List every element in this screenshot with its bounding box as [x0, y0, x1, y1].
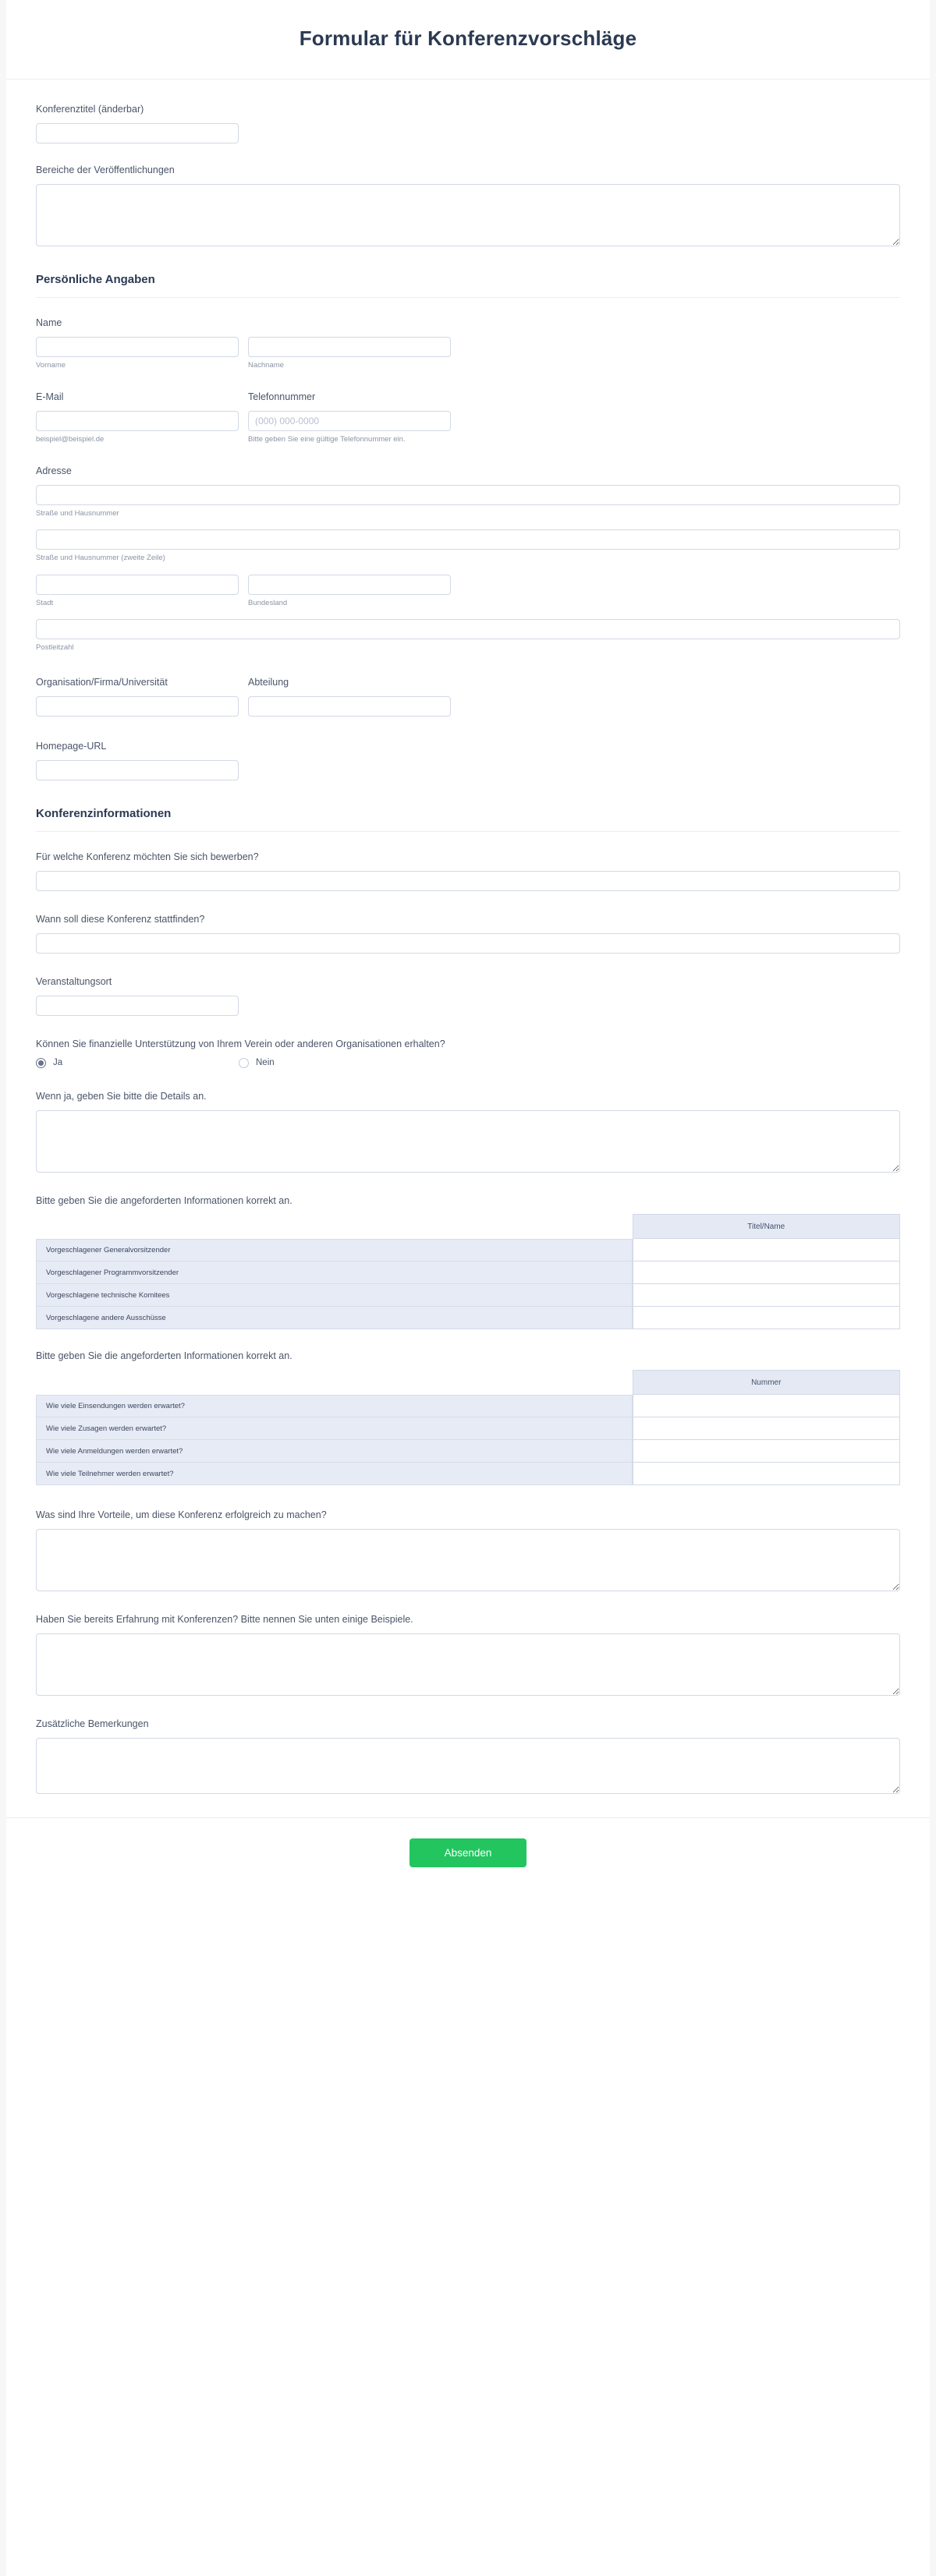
radio-selected-icon[interactable] — [36, 1058, 46, 1068]
matrix-numbers-row-label: Wie viele Anmeldungen werden erwartet? — [36, 1440, 633, 1463]
when-label: Wann soll diese Konferenz stattfinden? — [36, 914, 205, 925]
section-conference-title: Konferenzinformationen — [36, 807, 172, 821]
matrix-people-row-cell[interactable] — [633, 1284, 900, 1307]
matrix-numbers-row-label: Wie viele Zusagen werden erwartet? — [36, 1417, 633, 1440]
field-homepage — [36, 740, 900, 780]
matrix-people-header-row — [36, 1214, 900, 1239]
address-street2-group — [36, 529, 900, 563]
matrix-people-label: Bitte geben Sie die angeforderten Informationen korrekt an. — [36, 1194, 292, 1206]
form-body — [6, 80, 930, 1794]
publication-areas-label: Bereiche der Veröffentlichungen — [36, 164, 175, 175]
matrix-numbers-input[interactable] — [633, 1395, 899, 1417]
email-phone-row — [36, 411, 900, 444]
organisation-input[interactable] — [36, 696, 239, 717]
field-which-conference — [36, 851, 900, 891]
matrix-numbers-row-cell[interactable] — [633, 1440, 900, 1463]
homepage-label: Homepage-URL — [36, 741, 107, 752]
remarks-label: Zusätzliche Bemerkungen — [36, 1718, 149, 1730]
field-funding — [36, 1038, 900, 1068]
homepage-input[interactable] — [36, 760, 239, 780]
radio-unselected-icon[interactable] — [239, 1058, 249, 1068]
matrix-numbers-row-cell[interactable] — [633, 1417, 900, 1440]
address-city-state-row — [36, 575, 900, 608]
matrix-people-input[interactable] — [633, 1261, 899, 1283]
venue-input[interactable] — [36, 996, 239, 1016]
field-conference-title — [36, 103, 900, 143]
matrix-numbers-header-row — [36, 1370, 900, 1395]
funding-option-nein[interactable] — [239, 1058, 441, 1068]
address-state-sublabel: Bundesland — [248, 598, 288, 607]
address-zip-input[interactable] — [36, 619, 900, 639]
email-phone-labels — [36, 391, 900, 411]
funding-details-label: Wenn ja, geben Sie bitte die Details an. — [36, 1090, 207, 1102]
last-name-input[interactable] — [248, 337, 451, 357]
organisation-label: Organisation/Firma/Universität — [36, 677, 168, 688]
last-name-sublabel: Nachname — [248, 360, 284, 370]
address-street2-input[interactable] — [36, 529, 900, 550]
section-conference-body — [36, 832, 900, 1794]
name-row — [36, 337, 900, 370]
address-zip-group — [36, 619, 900, 653]
matrix-numbers-row-cell[interactable] — [633, 1463, 900, 1485]
matrix-people-row-cell[interactable] — [633, 1307, 900, 1329]
table-row — [36, 1261, 900, 1284]
matrix-people-input[interactable] — [633, 1307, 899, 1329]
field-when — [36, 913, 900, 954]
matrix-numbers-table — [36, 1370, 900, 1485]
matrix-people-input[interactable] — [633, 1284, 899, 1306]
advantages-textarea[interactable] — [36, 1529, 900, 1591]
table-row — [36, 1463, 900, 1485]
last-name-group — [248, 337, 451, 370]
matrix-numbers-column-header: Nummer — [633, 1370, 900, 1395]
field-organisation-department — [36, 676, 900, 717]
email-input[interactable] — [36, 411, 239, 431]
matrix-people-row-cell[interactable] — [633, 1239, 900, 1261]
field-name — [36, 317, 900, 370]
funding-option-nein-label: Nein — [256, 1058, 275, 1068]
matrix-numbers-row-cell[interactable] — [633, 1395, 900, 1417]
organisation-label-group — [36, 676, 239, 696]
table-row — [36, 1284, 900, 1307]
matrix-people-row-label: Vorgeschlagener Programmvorsitzender — [36, 1261, 633, 1284]
remarks-textarea[interactable] — [36, 1738, 900, 1794]
matrix-numbers-row-label: Wie viele Teilnehmer werden erwartet? — [36, 1463, 633, 1485]
name-label: Name — [36, 317, 62, 328]
email-label: E-Mail — [36, 391, 64, 402]
address-city-group — [36, 575, 239, 608]
form-footer — [6, 1817, 930, 1894]
email-group — [36, 411, 239, 444]
org-dept-labels — [36, 676, 900, 696]
form-header — [6, 0, 930, 80]
address-zip-sublabel: Postleitzahl — [36, 643, 74, 653]
matrix-people-table — [36, 1214, 900, 1329]
matrix-numbers-input[interactable] — [633, 1440, 899, 1462]
field-email-phone — [36, 391, 900, 444]
matrix-numbers-label: Bitte geben Sie die angeforderten Informationen korrekt an. — [36, 1350, 292, 1362]
org-dept-row — [36, 696, 900, 717]
organisation-group — [36, 696, 239, 717]
venue-label: Veranstaltungsort — [36, 975, 112, 987]
field-matrix-people — [36, 1194, 900, 1330]
phone-label-group — [248, 391, 451, 411]
field-funding-details — [36, 1090, 900, 1173]
form-card — [6, 0, 930, 2576]
matrix-people-row-label: Vorgeschlagene andere Ausschüsse — [36, 1307, 633, 1329]
address-label: Adresse — [36, 465, 72, 477]
funding-option-ja-label: Ja — [53, 1058, 63, 1068]
email-sublabel: beispiel@beispiel.de — [36, 434, 105, 444]
field-matrix-numbers — [36, 1350, 900, 1485]
matrix-numbers-body — [36, 1395, 900, 1485]
funding-option-ja[interactable] — [36, 1058, 239, 1068]
matrix-people-input[interactable] — [633, 1239, 899, 1261]
department-label-group — [248, 676, 451, 696]
matrix-numbers-corner — [36, 1370, 633, 1395]
phone-sublabel: Bitte geben Sie eine gültige Telefonnummer ein. — [248, 434, 406, 444]
publication-areas-textarea[interactable] — [36, 184, 900, 246]
matrix-people-row-cell[interactable] — [633, 1261, 900, 1284]
table-row — [36, 1440, 900, 1463]
submit-button[interactable]: Absenden — [410, 1838, 526, 1867]
field-advantages — [36, 1509, 900, 1591]
experience-textarea[interactable] — [36, 1633, 900, 1696]
field-experience — [36, 1613, 900, 1696]
section-personal-body — [36, 298, 900, 780]
page-title: Formular für Konferenzvorschläge — [299, 27, 637, 50]
address-state-input[interactable] — [248, 575, 451, 595]
conference-title-input[interactable] — [36, 123, 239, 143]
matrix-numbers-row-label: Wie viele Einsendungen werden erwartet? — [36, 1395, 633, 1417]
advantages-label: Was sind Ihre Vorteile, um diese Konferenz erfolgreich zu machen? — [36, 1509, 327, 1521]
first-name-sublabel: Vorname — [36, 360, 66, 370]
matrix-people-row-label: Vorgeschlagener Generalvorsitzender — [36, 1239, 633, 1261]
address-city-input[interactable] — [36, 575, 239, 595]
phone-input[interactable] — [248, 411, 451, 431]
section-conference-header — [36, 807, 900, 832]
email-label-group — [36, 391, 239, 411]
address-street1-group — [36, 485, 900, 518]
address-street2-sublabel: Straße und Hausnummer (zweite Zeile) — [36, 554, 165, 563]
funding-details-textarea[interactable] — [36, 1110, 900, 1173]
address-street1-sublabel: Straße und Hausnummer — [36, 509, 119, 518]
department-input[interactable] — [248, 696, 451, 717]
table-row — [36, 1417, 900, 1440]
experience-label: Haben Sie bereits Erfahrung mit Konferenzen? Bitte nennen Sie unten einige Beispiele. — [36, 1614, 413, 1626]
department-group — [248, 696, 451, 717]
address-state-group — [248, 575, 451, 608]
first-name-group — [36, 337, 239, 370]
conference-title-label: Konferenztitel (änderbar) — [36, 104, 144, 115]
matrix-people-corner — [36, 1214, 633, 1239]
which-conference-label: Für welche Konferenz möchten Sie sich bewerben? — [36, 851, 259, 863]
address-city-sublabel: Stadt — [36, 598, 54, 607]
phone-group — [248, 411, 451, 444]
field-publication-areas — [36, 164, 900, 246]
matrix-numbers-input[interactable] — [633, 1463, 899, 1484]
field-address — [36, 465, 900, 653]
matrix-people-body — [36, 1239, 900, 1329]
department-label: Abteilung — [248, 677, 289, 688]
table-row — [36, 1395, 900, 1417]
section-personal-title: Persönliche Angaben — [36, 272, 155, 286]
table-row — [36, 1239, 900, 1261]
field-remarks — [36, 1718, 900, 1794]
when-input[interactable] — [36, 933, 900, 954]
section-personal-header — [36, 273, 900, 298]
matrix-numbers-input[interactable] — [633, 1417, 899, 1439]
funding-radio-group — [36, 1058, 900, 1068]
which-conference-input[interactable] — [36, 871, 900, 891]
field-venue — [36, 975, 900, 1016]
table-row — [36, 1307, 900, 1329]
address-street1-input[interactable] — [36, 485, 900, 505]
phone-label: Telefonnummer — [248, 391, 316, 402]
first-name-input[interactable] — [36, 337, 239, 357]
matrix-people-row-label: Vorgeschlagene technische Komitees — [36, 1284, 633, 1307]
matrix-people-column-header: Titel/Name — [633, 1214, 900, 1239]
funding-label: Können Sie finanzielle Unterstützung von Ihrem Verein oder anderen Organisationen erhalten? — [36, 1038, 445, 1049]
